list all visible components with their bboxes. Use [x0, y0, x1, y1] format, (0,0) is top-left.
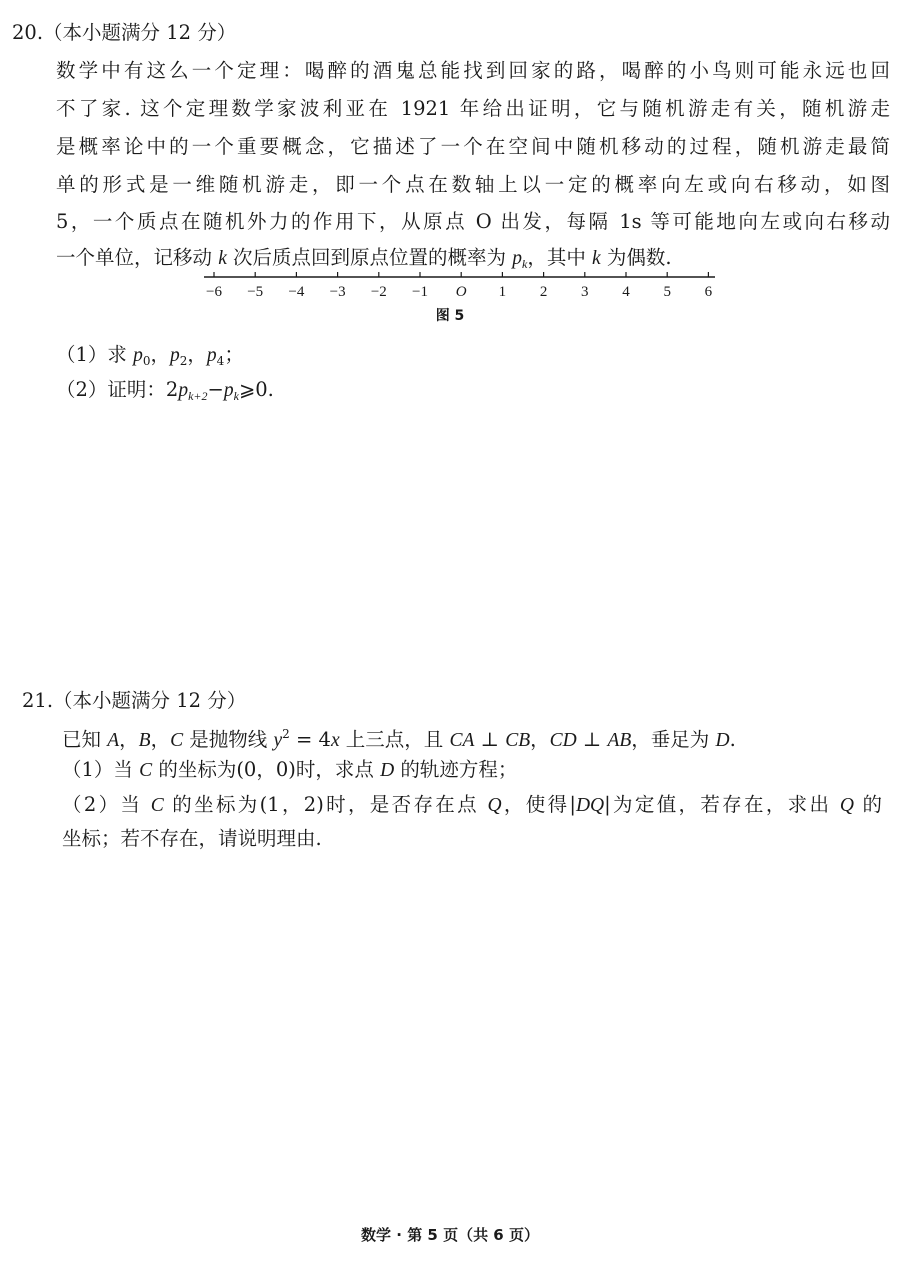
- q20-line-1: 数学中有这么一个定理：喝醉的酒鬼总能找到回家的路，喝醉的小鸟则可能永远也回: [56, 59, 890, 82]
- q20-line-5: 5，一个质点在随机外力的作用下，从原点 O 出发，每隔 1s 等可能地向左或向右移动: [56, 210, 890, 233]
- tick-label: −2: [370, 284, 387, 300]
- q21-header: [22, 688, 246, 714]
- q20-header: [12, 20, 236, 46]
- tick-label: −5: [247, 284, 264, 300]
- tick-label: −4: [288, 284, 305, 300]
- q21-part-1: （1）当 C 的坐标为(0，0)时，求点 D 的轨迹方程；: [62, 758, 518, 781]
- tick-label: 6: [704, 284, 713, 300]
- tick-label: O: [455, 284, 467, 300]
- figure-caption: 图 5: [435, 308, 465, 324]
- q20-line-2: 不了家. 这个定理数学家波利亚在 1921 年给出证明，它与随机游走有关，随机游走: [56, 97, 890, 120]
- tick-label: 2: [539, 284, 548, 300]
- number-line-figure: [190, 265, 730, 305]
- q21-part-2: （2）当 C 的坐标为(1，2)时，是否存在点 Q，使得|DQ|为定值，若存在，求出 Q 的: [62, 793, 882, 816]
- page-footer: 数学 · 第 5 页（共 6 页）: [361, 1226, 539, 1244]
- q20-part-2: （2）证明：$2p_{k+2}-p_k⩾0$.: [56, 378, 274, 403]
- q21-points: （本小题满分 12 分）: [53, 689, 247, 712]
- q20-number: 20.: [12, 21, 44, 44]
- q20-line-4: 单的形式是一维随机游走，即一个点在数轴上以一定的概率向左或向右移动，如图: [56, 173, 890, 196]
- tick-label: −3: [329, 284, 346, 300]
- tick-label: 1: [498, 284, 507, 300]
- tick-label: 5: [663, 284, 671, 300]
- q20-points: （本小题满分 12 分）: [43, 21, 237, 44]
- q21-number: 21.: [22, 689, 54, 712]
- q20-line-6: 一个单位，记移动 k 次后质点回到原点位置的概率为 $p_k$，其中 k 为偶数.: [56, 246, 672, 271]
- q21-stem: 已知 A，B，C 是抛物线 $y^2 = 4x$ 上三点，且 CA ⊥ CB，CD ⊥ AB，垂足为 D.: [62, 727, 736, 751]
- tick-label: 4: [622, 284, 630, 300]
- q21-part-2-line-2: 坐标；若不存在，请说明理由.: [62, 827, 322, 850]
- q20-part-1: （1）求 $p_0$，$p_2$，$p_4$；: [56, 343, 244, 368]
- tick-label: 3: [581, 284, 589, 300]
- q20-line-3: 是概率论中的一个重要概念，它描述了一个在空间中随机移动的过程，随机游走最简: [56, 135, 890, 158]
- tick-label: −1: [412, 284, 428, 300]
- tick-label: −6: [206, 284, 222, 300]
